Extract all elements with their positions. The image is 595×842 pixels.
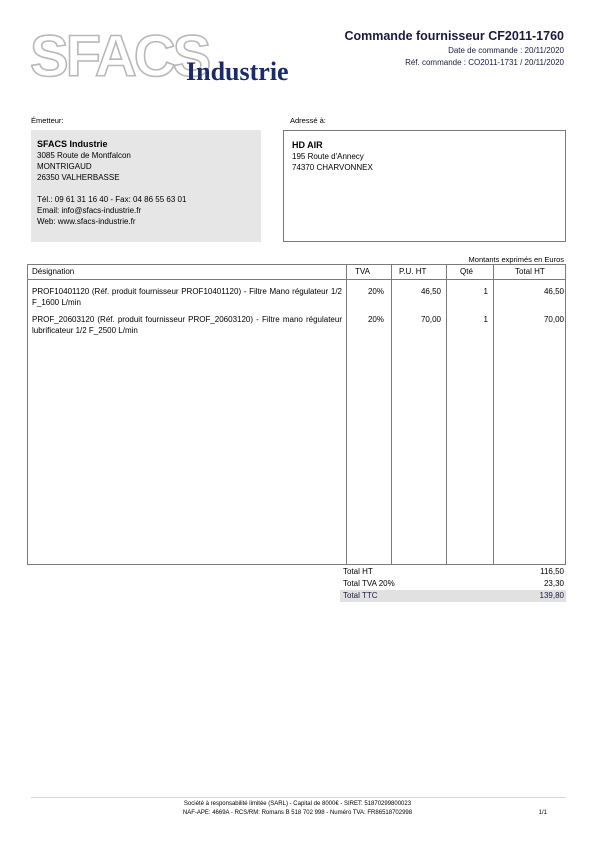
- recipient-box: [283, 130, 566, 242]
- recipient-label: Adressé à:: [290, 116, 326, 125]
- total-ht-label: Total HT: [343, 567, 373, 576]
- footer-legal-line2: NAF-APE: 4669A - RCS/RM: Romans B 518 702 998 - Numéro TVA: FR86518702998: [182, 810, 413, 816]
- footer-legal-line1: Société à responsabilité limitée (SARL) - Capital de 8000€ - SIRET: 51870299800023: [183, 801, 412, 807]
- header-total: Total HT: [515, 267, 545, 276]
- table-row-2-total: 70,00: [543, 315, 564, 324]
- table-row-2-qty: 1: [483, 315, 488, 324]
- total-tva-row: [340, 578, 566, 590]
- emitter-address-line3: 26350 VALHERBASSE: [37, 173, 120, 182]
- order-reference: Réf. commande : CO2011-1731 / 20/11/2020: [405, 58, 564, 67]
- logo-industrie-text: Industrie: [186, 57, 289, 86]
- header-qty: Qté: [460, 267, 473, 276]
- recipient-address-line1: 195 Route d'Annecy: [292, 152, 364, 161]
- emitter-address-line2: MONTRIGAUD: [37, 162, 92, 171]
- total-ttc-row: [340, 590, 566, 602]
- table-row-1-tva: 20%: [367, 287, 384, 296]
- table-row-2-designation: PROF_20603120 (Réf. produit fournisseur PROF_20603120) - Filtre mano régulateur lubrificateur 1/2 F_2500 L/min: [32, 315, 342, 335]
- emitter-name: SFACS Industrie: [37, 139, 108, 149]
- total-tva-value: 23,30: [543, 579, 564, 588]
- emitter-address-line1: 3085 Route de Montfalcon: [37, 151, 131, 160]
- total-ttc-label: Total TTC: [343, 591, 378, 600]
- emitter-web: Web: www.sfacs-industrie.fr: [37, 217, 136, 226]
- totals-block: [340, 566, 566, 602]
- currency-note: Montants exprimés en Euros: [468, 255, 564, 264]
- document-title: Commande fournisseur CF2011-1760: [344, 29, 564, 43]
- table-row-2-tva: 20%: [367, 315, 384, 324]
- table-row-1-total: 46,50: [543, 287, 564, 296]
- recipient-name: HD AIR: [292, 140, 323, 150]
- table-row-1-qty: 1: [483, 287, 488, 296]
- header-designation: Désignation: [32, 267, 75, 276]
- header-unit-price: P.U. HT: [399, 267, 427, 276]
- table-row-2-unit-price: 70,00: [420, 315, 441, 324]
- order-date: Date de commande : 20/11/2020: [448, 46, 564, 55]
- order-items-table: [27, 264, 566, 565]
- total-ht-row: [340, 566, 566, 578]
- total-tva-label: Total TVA 20%: [343, 579, 395, 588]
- footer-divider: [31, 797, 566, 798]
- page-number: 1/1: [538, 810, 547, 816]
- recipient-address-line2: 74370 CHARVONNEX: [292, 163, 373, 172]
- emitter-label: Émetteur:: [31, 116, 64, 125]
- emitter-email: Email: info@sfacs-industrie.fr: [37, 206, 142, 215]
- table-row-1-unit-price: 46,50: [420, 287, 441, 296]
- table-row-1-designation: PROF10401120 (Réf. produit fournisseur PROF10401120) - Filtre Mano régulateur 1/2 F_1600 L/min: [32, 287, 342, 307]
- total-ttc-value: 139,80: [539, 591, 564, 600]
- company-logo: [30, 28, 315, 88]
- emitter-phone-fax: Tél.: 09 61 31 16 40 - Fax: 04 86 55 63 01: [37, 195, 187, 204]
- total-ht-value: 116,50: [540, 567, 564, 576]
- logo-sfacs-text: SFACS: [30, 28, 209, 88]
- header-tva: TVA: [355, 267, 370, 276]
- emitter-box: [31, 130, 261, 242]
